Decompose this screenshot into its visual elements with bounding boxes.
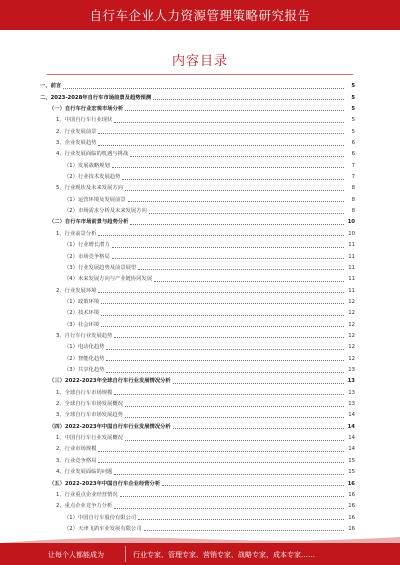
toc-entry-label: 5、行业现状及未来发展方向 [56,185,123,192]
toc-leader-dots [101,314,344,316]
footer-slogan: 让每个人都能成为 [48,551,104,559]
toc-entry[interactable] [49,479,355,487]
toc-entry-label: 1、行业前景分析 [56,230,97,237]
toc-entry-label: （1）政策环境 [64,298,100,305]
toc-entry-page: 5 [351,128,355,135]
toc-entry-label: 二、2023-2028年自行车市场前景及趋势预测 [40,94,152,101]
table-of-contents [40,82,355,537]
toc-entry-label: 2、行业市场规模 [56,446,97,453]
toc-entry-label: 1、行业重点企业经营情况 [56,491,118,498]
toc-entry-label: 4、行业发展面临的机遇与挑战 [56,151,129,158]
toc-leader-dots [154,280,344,282]
toc-leader-dots [125,109,344,111]
toc-entry[interactable] [64,173,355,181]
toc-entry-label: （2）行业技术发展趋势 [64,174,121,181]
toc-entry[interactable] [64,196,355,204]
toc-leader-dots [122,178,344,180]
toc-entry[interactable] [64,264,355,272]
toc-entry-page: 8 [351,196,355,203]
toc-entry[interactable] [64,343,355,351]
toc-entry-page: 5 [351,117,355,124]
toc-entry[interactable] [64,525,355,533]
toc-entry-page: 5 [351,94,355,101]
toc-leader-dots [120,495,344,497]
toc-entry[interactable] [40,93,355,101]
toc-entry-page: 13 [348,401,355,408]
toc-entry[interactable] [56,468,355,476]
toc-entry[interactable] [49,423,355,431]
toc-leader-dots [98,234,344,236]
toc-leader-dots [114,507,344,509]
toc-entry-page: 10 [348,230,355,237]
footer-wave-decoration [0,535,400,543]
toc-entry-label: 2、全球自行车市场发展概况 [56,401,123,408]
toc-entry[interactable] [56,411,355,419]
toc-entry-page: 12 [348,298,355,305]
toc-leader-dots [114,393,344,395]
toc-entry-page: 11 [348,242,355,249]
toc-leader-dots [98,132,344,134]
toc-leader-dots [106,371,344,373]
toc-leader-dots [130,223,344,225]
toc-entry-page: 14 [347,423,355,430]
toc-entry-label: 3、自行车行业发展趋势 [56,332,113,339]
toc-leader-dots [173,427,344,429]
toc-entry-label: （一）自行车行业宏观市场分析 [49,105,124,112]
toc-entry[interactable] [56,184,355,192]
toc-entry-page: 12 [348,355,355,362]
toc-leader-dots [98,291,344,293]
toc-entry-label: （3）共享化趋势 [64,367,105,374]
toc-entry-label: （2）天津飞鸽车业发展有限公司 [64,525,142,532]
toc-entry-page: 5 [351,105,355,112]
footer-band [0,543,400,565]
toc-leader-dots [98,450,344,452]
toc-entry-label: （二）自行车市场前景与趋势分析 [49,219,129,226]
toc-entry[interactable] [64,309,355,317]
toc-entry-label: （2）市场需求分析及未来发展方向 [64,208,147,215]
toc-leader-dots [63,87,344,89]
toc-entry[interactable] [56,230,355,238]
toc-entry-page: 14 [348,412,355,419]
toc-entry[interactable] [56,116,355,124]
toc-leader-dots [125,416,344,418]
toc-entry-page: 16 [348,514,355,521]
toc-entry-label: （1）中国自行车股份有限公司 [64,514,137,521]
toc-entry-label: 2、行业发展前景 [56,128,97,135]
toc-entry-page: 10 [347,219,355,226]
toc-entry-label: （1）运营环境及发展前景 [64,196,126,203]
toc-leader-dots [112,257,344,259]
toc-entry-page: 11 [348,276,355,283]
toc-entry-page: 16 [348,525,355,532]
toc-leader-dots [149,212,344,214]
toc-entry-page: 11 [348,264,355,271]
toc-entry-label: （1）电动化趋势 [64,344,105,351]
toc-entry-page: 12 [348,332,355,339]
toc-leader-dots [153,98,344,100]
toc-leader-dots [125,189,344,191]
toc-leader-dots [130,155,344,157]
toc-entry-label: （五）2022-2023年中国自行车企业经营分析 [49,480,161,487]
toc-entry[interactable] [56,457,355,465]
toc-entry[interactable] [56,491,355,499]
toc-entry-label: （1）行业增长潜力 [64,242,110,249]
toc-entry-label: （3）行业发展趋势及前景展望 [64,264,137,271]
toc-divider [47,74,353,75]
toc-entry-label: 3、行业竞争格局 [56,457,97,464]
toc-entry-page: 12 [348,321,355,328]
toc-entry[interactable] [64,354,355,362]
toc-entry-label: 1、全球自行车市场规模 [56,389,113,396]
toc-entry[interactable] [56,400,355,408]
toc-leader-dots [144,529,344,531]
toc-leader-dots [125,405,344,407]
toc-entry-page: 15 [348,457,355,464]
toc-entry-page: 7 [351,162,355,169]
toc-entry-page: 15 [348,469,355,476]
toc-entry-page: 12 [348,310,355,317]
toc-leader-dots [101,302,344,304]
toc-leader-dots [114,336,344,338]
toc-entry-label: 1、中国自行车行业发展概况 [56,435,123,442]
toc-leader-dots [138,268,344,270]
toc-entry-page: 13 [348,389,355,396]
toc-leader-dots [128,200,344,202]
toc-entry[interactable] [56,139,355,147]
toc-entry[interactable] [64,207,355,215]
toc-entry[interactable] [64,320,355,328]
toc-entry-page: 14 [348,435,355,442]
toc-entry[interactable] [64,241,355,249]
header-band [0,0,400,30]
toc-entry-label: 2、行业发展环境 [56,287,97,294]
toc-entry-label: （1）发展战略规划 [64,162,110,169]
toc-entry-label: （3）社会环境 [64,321,100,328]
toc-leader-dots [98,461,344,463]
toc-entry-label: （三）2022-2023年全球自行车行业发展情况分析 [49,378,171,385]
toc-entry[interactable] [64,298,355,306]
toc-entry[interactable] [64,275,355,283]
toc-entry-page: 8 [351,185,355,192]
toc-entry[interactable] [56,332,355,340]
toc-entry-page: 6 [351,140,355,147]
document-title: 自行车企业人力资源管理策略研究报告 [89,8,311,23]
toc-entry-page: 13 [348,367,355,374]
toc-entry-page: 16 [348,491,355,498]
toc-entry-page: 7 [351,174,355,181]
toc-leader-dots [162,484,344,486]
toc-leader-dots [114,121,344,123]
toc-leader-dots [112,166,344,168]
toc-leader-dots [114,473,344,475]
toc-entry[interactable] [56,445,355,453]
toc-entry-label: （2）技术环境 [64,310,100,317]
toc-leader-dots [125,439,344,441]
toc-entry[interactable] [56,502,355,510]
toc-entry[interactable] [56,434,355,442]
toc-leader-dots [98,144,344,146]
toc-entry[interactable] [56,150,355,158]
toc-entry-page: 11 [348,287,355,294]
toc-entry[interactable] [56,286,355,294]
toc-entry-label: （4）未来发展方向与产业链协同发展 [64,276,153,283]
toc-entry-label: 3、企业发展趋势 [56,140,97,147]
toc-entry-page: 16 [348,503,355,510]
toc-entry-page: 14 [348,446,355,453]
toc-entry-label: （2）市场竞争格局 [64,253,110,260]
toc-entry-label: （四）2022-2023年中国自行车行业发展情况分析 [49,423,171,430]
footer-roles: 行业专家、管理专家、营销专家、战略专家、成本专家…… [133,551,315,559]
toc-leader-dots [106,348,344,350]
toc-entry-label: 2、重点企业竞争力分析 [56,503,113,510]
toc-leader-dots [112,246,344,248]
toc-entry[interactable] [40,82,355,90]
toc-entry[interactable] [64,252,355,260]
toc-leader-dots [138,518,344,520]
toc-entry-label: 一、前言 [40,83,62,90]
toc-heading: 内容目录 [171,54,228,69]
toc-entry[interactable] [56,127,355,135]
toc-entry-page: 8 [351,208,355,215]
toc-entry[interactable] [64,161,355,169]
toc-entry-page: 5 [351,83,355,90]
toc-entry-label: 4、行业发展面临的问题 [56,469,113,476]
toc-entry-label: 3、全球自行车市场发展趋势 [56,412,123,419]
toc-entry[interactable] [49,377,355,385]
toc-entry-label: （2）智能化趋势 [64,355,105,362]
toc-entry[interactable] [49,218,355,226]
footer-divider [125,546,126,562]
toc-entry-page: 13 [347,378,355,385]
toc-entry-page: 12 [348,344,355,351]
toc-leader-dots [101,325,344,327]
toc-entry[interactable] [64,366,355,374]
toc-entry-label: 1、中国自行车行业现状 [56,117,113,124]
toc-entry-page: 6 [351,151,355,158]
toc-entry-page: 11 [348,253,355,260]
toc-leader-dots [106,359,344,361]
toc-entry[interactable] [49,105,355,113]
toc-entry[interactable] [64,513,355,521]
toc-leader-dots [173,382,344,384]
toc-entry[interactable] [56,388,355,396]
toc-entry-page: 16 [347,480,355,487]
